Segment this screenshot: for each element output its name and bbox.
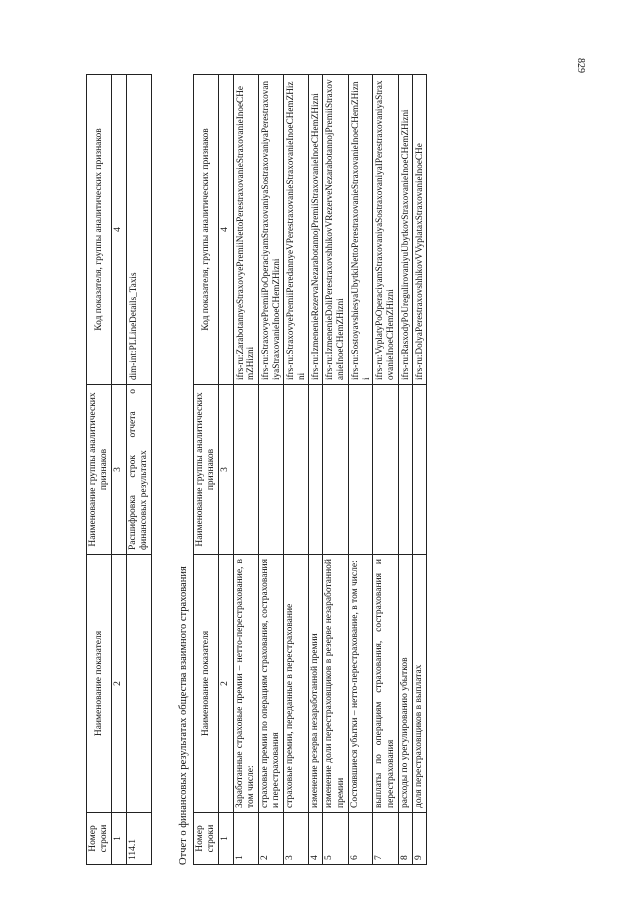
row-name: расходы по урегулированию убытков xyxy=(398,555,412,813)
header-indicator-name: Наименование показателя xyxy=(87,555,112,813)
header-code: Код показателя, группы аналитических признаков xyxy=(87,75,112,385)
row-code: ifrs-ru:SostoyavshiesyaUbytkiNettoPerestraxovanieStraxovanieInoeCHemZHizni xyxy=(348,75,373,385)
row-name: изменение резерва незаработанной премии xyxy=(309,555,323,813)
table-header-row xyxy=(87,75,112,865)
row-group xyxy=(259,385,284,555)
row-group: Расшифровка строк отчета о финансовых результатах xyxy=(126,385,151,555)
rotated-content xyxy=(86,65,616,865)
row-code: ifrs-ru:StraxovyePremiiPoOperaciyamStraxovaniyaSostraxovaniyaPerestraxovaniyaStraxovanieInoeCHemZHizni xyxy=(259,75,284,385)
header-row-number: Номер строки xyxy=(87,813,112,865)
col-number: 1 xyxy=(112,813,126,865)
row-group xyxy=(413,385,427,555)
table-row xyxy=(413,75,427,865)
row-number: 1 xyxy=(233,813,258,865)
row-group xyxy=(309,385,323,555)
row-code: dim-int:PLLineDetails_Taxis xyxy=(126,75,151,385)
row-group xyxy=(284,385,309,555)
col-number: 4 xyxy=(219,75,233,385)
table-row xyxy=(323,75,348,865)
row-number: 4 xyxy=(309,813,323,865)
row-group xyxy=(348,385,373,555)
header-group-name: Наименование группы аналитических признаков xyxy=(87,385,112,555)
table-header-row xyxy=(194,75,219,865)
table-row xyxy=(309,75,323,865)
row-name: выплаты по операциям страхования, сострахования и перестрахования xyxy=(373,555,398,813)
table-row xyxy=(126,75,151,865)
row-number: 5 xyxy=(323,813,348,865)
header-code: Код показателя, группы аналитических признаков xyxy=(194,75,219,385)
row-code: ifrs-ru:RasxodyPoUregulirovaniyuUbytkovStraxovanieInoeCHemZHizni xyxy=(398,75,412,385)
row-code: ifrs-ru:ZarabotannyeStraxovyePremiiNettoPerestraxovanieStraxovanieInoeCHemZHizni xyxy=(233,75,258,385)
table-row xyxy=(348,75,373,865)
col-number: 3 xyxy=(112,385,126,555)
table-row xyxy=(259,75,284,865)
row-group xyxy=(373,385,398,555)
column-number-row xyxy=(219,75,233,865)
row-number: 8 xyxy=(398,813,412,865)
row-code: ifrs-ru:IzmenenieDoliPerestraxovshhikovVRezerveNezarabotannojPremiiStraxovanieInoeCHemZHizni xyxy=(323,75,348,385)
page-number: 829 xyxy=(575,58,586,73)
column-number-row xyxy=(112,75,126,865)
section-title: Отчет о финансовых результатах общества взаимного страхования xyxy=(178,566,190,865)
financial-results-table xyxy=(193,74,427,865)
row-number: 9 xyxy=(413,813,427,865)
row-group xyxy=(398,385,412,555)
table-row xyxy=(284,75,309,865)
row-name: изменение доли перестраховщиков в резерве незаработанной премии xyxy=(323,555,348,813)
row-name xyxy=(126,555,151,813)
row-name: доля перестраховщиков в выплатах xyxy=(413,555,427,813)
col-number: 3 xyxy=(219,385,233,555)
col-number: 1 xyxy=(219,813,233,865)
col-number: 2 xyxy=(112,555,126,813)
row-group xyxy=(233,385,258,555)
table-row xyxy=(373,75,398,865)
row-number: 7 xyxy=(373,813,398,865)
header-indicator-name: Наименование показателя xyxy=(194,555,219,813)
row-code: ifrs-ru:StraxovyePremiiPeredannyeVPerestraxovanieStraxovanieInoeCHemZHizni xyxy=(284,75,309,385)
row-name: Заработанные страховые премии – нетто-перестрахование, в том числе: xyxy=(233,555,258,813)
row-name: страховые премии по операциям страхования, сострахования и перестрахования xyxy=(259,555,284,813)
row-code: ifrs-ru:IzmenenieRezervaNezarabotannojPremiiStraxovanieInoeCHemZHizni xyxy=(309,75,323,385)
row-name: страховые премии, переданные в перестрахование xyxy=(284,555,309,813)
row-code: ifrs-ru:DolyaPerestraxovshhikovVVyplataxStraxovanieInoeCHe xyxy=(413,75,427,385)
col-number: 4 xyxy=(112,75,126,385)
row-name: Состоявшиеся убытки – нетто-перестрахование, в том числе: xyxy=(348,555,373,813)
row-number: 3 xyxy=(284,813,309,865)
col-number: 2 xyxy=(219,555,233,813)
details-table xyxy=(86,74,152,865)
table-row xyxy=(233,75,258,865)
row-number: 114.1 xyxy=(126,813,151,865)
row-code: ifrs-ru:VyplatyPoOperaciyamStraxovaniyaSostraxovaniyaIPerestraxovaniyaStraxovanieInoeCHemZHizni xyxy=(373,75,398,385)
row-group xyxy=(323,385,348,555)
row-number: 2 xyxy=(259,813,284,865)
row-number: 6 xyxy=(348,813,373,865)
header-group-name: Наименование группы аналитических признаков xyxy=(194,385,219,555)
table-row xyxy=(398,75,412,865)
header-row-number: Номер строки xyxy=(194,813,219,865)
